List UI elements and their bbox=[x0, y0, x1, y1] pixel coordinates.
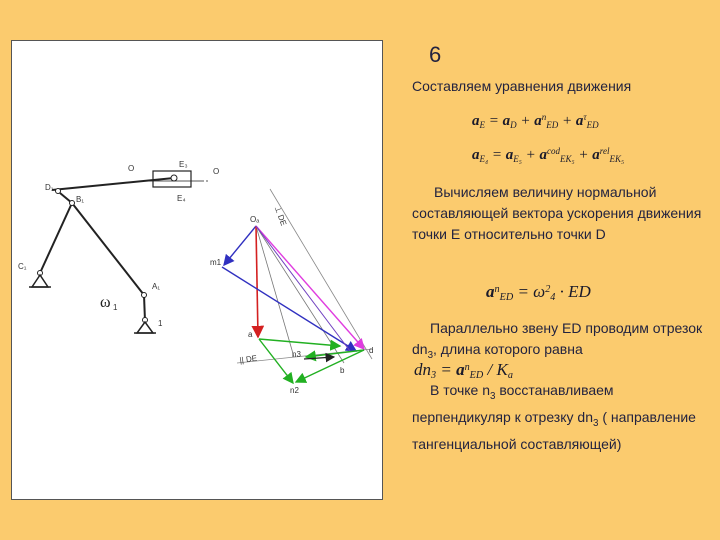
label-e3: E₃ bbox=[179, 160, 188, 169]
paragraph-parallel-segment: Параллельно звену ED проводим отрезок $dn_3$, длина которого равна bbox=[412, 320, 703, 361]
equation-normal-acceleration: $a^n_{ED} = \omega^2_4$ · ED bbox=[486, 282, 591, 303]
equation-motion-2: $a_{E_4} = a_{E_5} + a^{cod}_{EK_5} + a^{rel}_{EK_5}$ bbox=[472, 146, 625, 164]
intro-heading: Составляем уравнения движения bbox=[412, 78, 632, 94]
label-n2: n2 bbox=[290, 386, 299, 395]
link-de bbox=[52, 178, 174, 190]
label-par-de: || DE bbox=[239, 353, 258, 365]
label-a: a bbox=[248, 330, 253, 339]
joint-e bbox=[171, 175, 177, 181]
slide-number: 6 bbox=[429, 42, 442, 67]
support-o1 bbox=[137, 322, 153, 333]
equation-motion-1: $a_E = a_D + a^n_{ED} + a^\tau_{ED}$ bbox=[472, 112, 599, 130]
vector-oa-m1 bbox=[224, 226, 256, 265]
paragraph-perpendicular: В точке $n_3$ восстанавливаем перпендикуляр к отрезку $dn_3$ ( направление тангенциальной составляющей) bbox=[412, 382, 696, 452]
label-d: d bbox=[369, 346, 374, 355]
label-e4: E₄ bbox=[177, 194, 186, 203]
label-d1: D₁ bbox=[45, 183, 54, 192]
link-bc bbox=[40, 203, 72, 273]
mechanism-diagram bbox=[12, 41, 384, 501]
label-c1: C₁ bbox=[18, 262, 27, 271]
label-o-right: O bbox=[213, 167, 220, 176]
equation-segment-length: $dn_3 = a^n_{ED} / K_a$ bbox=[414, 360, 513, 381]
label-omega: ω bbox=[100, 294, 111, 311]
joint-d bbox=[56, 189, 61, 194]
label-m1: m1 bbox=[210, 258, 222, 267]
label-n3: n3 bbox=[292, 350, 301, 359]
vector-a-n2 bbox=[259, 339, 293, 383]
vector-a-n3 bbox=[259, 339, 340, 346]
vector-oa-d bbox=[256, 226, 364, 349]
joint-a bbox=[142, 293, 147, 298]
label-a1: A₁ bbox=[152, 282, 161, 291]
label-o-left: O bbox=[128, 164, 135, 173]
link-ba bbox=[72, 203, 144, 295]
paragraph-normal-component: Вычисляем величину нормальной составляющей вектора ускорения движения точки E относительно точки D bbox=[412, 184, 702, 242]
vector-oa-a bbox=[256, 226, 258, 337]
label-oa: Oₐ bbox=[250, 215, 260, 224]
label-perp-de: ⊥ DE bbox=[272, 204, 289, 228]
support-c bbox=[32, 275, 48, 287]
label-b: b bbox=[340, 366, 345, 375]
label-b1: B₁ bbox=[76, 195, 85, 204]
label-one: 1 bbox=[158, 319, 163, 328]
joint-b bbox=[70, 201, 75, 206]
mechanism-figure-panel bbox=[11, 40, 383, 500]
label-omega-sub: 1 bbox=[113, 303, 118, 312]
